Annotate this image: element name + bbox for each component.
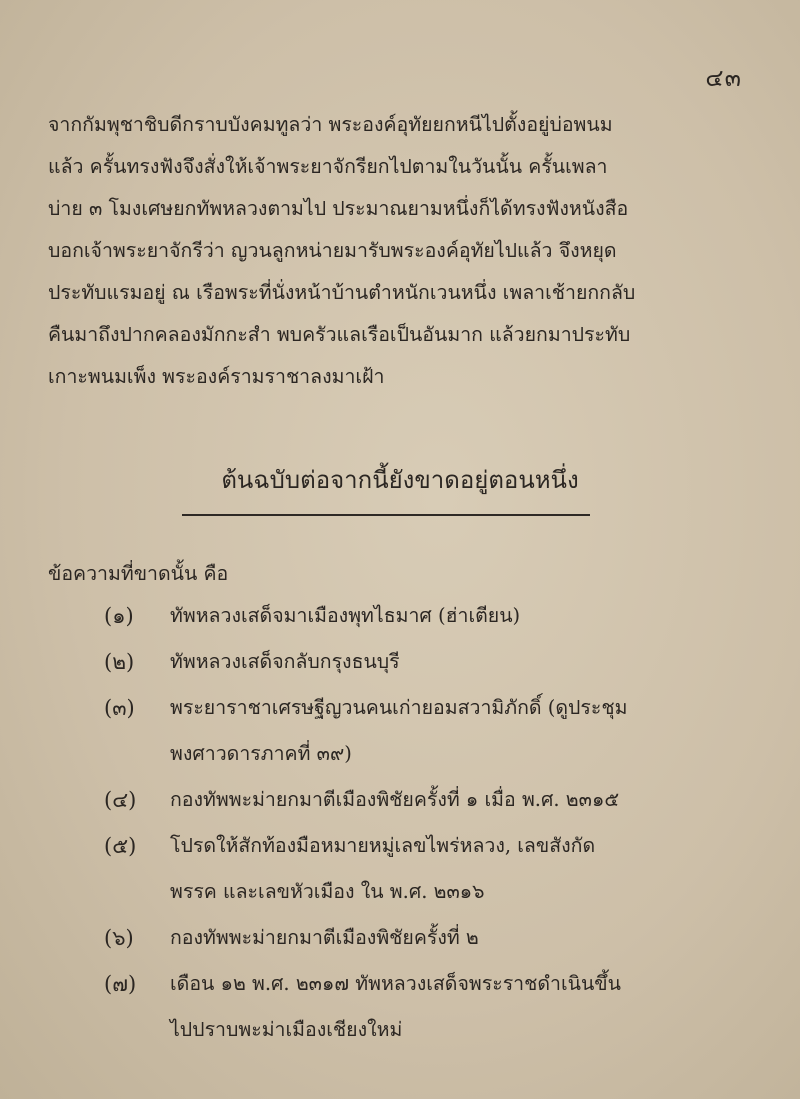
paragraph-line: บ่าย ๓ โมงเศษยกทัพหลวงตามไป ประมาณยามหนึ่งก็ได้ทรงฟังหนังสือ (48, 197, 629, 220)
item-text: ทัพหลวงเสด็จกลับกรุงธนบุรี (170, 650, 400, 673)
paragraph-line: แล้ว ครั้นทรงฟังจึงสั่งให้เจ้าพระยาจักรียกไปตามในวันนั้น ครั้นเพลา (48, 155, 608, 178)
item-number: (๓) (104, 696, 135, 720)
list-item (104, 639, 764, 685)
item-text: พระยาราชาเศรษฐีญวนคนเก่ายอมสวามิภักดิ์ (ดูประชุม (170, 696, 628, 719)
list-item (104, 685, 764, 731)
heading-underline (182, 514, 590, 516)
item-number: (๒) (104, 650, 135, 674)
list-item (104, 961, 764, 1007)
item-continuation: พรรค และเลขหัวเมือง ใน พ.ศ. ๒๓๑๖ (170, 880, 485, 903)
paragraph-line: บอกเจ้าพระยาจักรีว่า ญวนลูกหน่ายมารับพระองค์อุทัยไปแล้ว จึงหยุด (48, 239, 617, 262)
item-number: (๖) (104, 926, 134, 950)
paragraph-line: เกาะพนมเพ็ง พระองค์รามราชาลงมาเฝ้า (48, 365, 385, 388)
item-number: (๑) (104, 604, 134, 628)
body-paragraph (48, 104, 748, 398)
item-text: เดือน ๑๒ พ.ศ. ๒๓๑๗ ทัพหลวงเสด็จพระราชดำเนินขึ้น (170, 972, 621, 995)
list-item (104, 777, 764, 823)
item-text: กองทัพพะม่ายกมาตีเมืองพิชัยครั้งที่ ๒ (170, 926, 479, 949)
item-continuation: พงศาวดารภาคที่ ๓๙) (170, 742, 352, 765)
list-item (104, 915, 764, 961)
missing-content-list (104, 593, 764, 1053)
list-item (104, 593, 764, 639)
item-number: (๗) (104, 972, 137, 996)
item-text: ทัพหลวงเสด็จมาเมืองพุทไธมาศ (ฮ่าเตียน) (170, 604, 521, 627)
paragraph-line: จากกัมพุชาชิบดีกราบบังคมทูลว่า พระองค์อุทัยยกหนีไปตั้งอยู่บ่อพนม (48, 113, 613, 136)
page-number: ๔๓ (705, 64, 742, 92)
paragraph-line: ประทับแรมอยู่ ณ เรือพระที่นั่งหน้าบ้านตำหนักเวนหนึ่ง เพลาเช้ายกกลับ (48, 281, 636, 304)
item-number: (๔) (104, 788, 137, 812)
item-continuation: ไปปราบพะม่าเมืองเชียงใหม่ (170, 1018, 403, 1041)
intro-line: ข้อความที่ขาดนั้น คือ (48, 562, 229, 585)
list-item (104, 823, 764, 869)
item-text: โปรดให้สักท้องมือหมายหมู่เลขไพร่หลวง, เลขสังกัด (170, 834, 596, 857)
item-number: (๕) (104, 834, 137, 858)
section-heading: ต้นฉบับต่อจากนี้ยังขาดอยู่ตอนหนึ่ง (221, 466, 579, 494)
item-text: กองทัพพะม่ายกมาตีเมืองพิชัยครั้งที่ ๑ เมื่อ พ.ศ. ๒๓๑๕ (170, 788, 620, 811)
paragraph-line: คืนมาถึงปากคลองมักกะสำ พบครัวแลเรือเป็นอันมาก แล้วยกมาประทับ (48, 323, 631, 346)
